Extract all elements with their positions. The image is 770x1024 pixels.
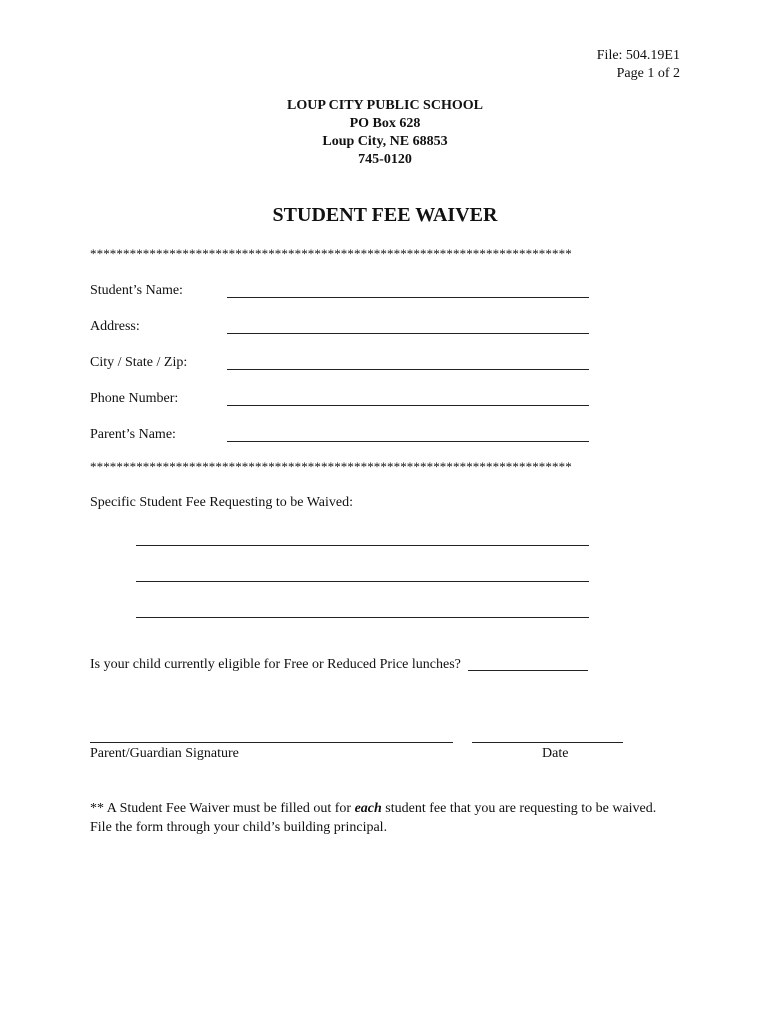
footnote — [90, 799, 675, 837]
footnote-part-2: student fee that you are requesting to be waived. File the form through your child’s building principal. — [90, 801, 657, 835]
fee-waived-label: Specific Student Fee Requesting to be Waived: — [90, 495, 354, 510]
signature-label: Parent/Guardian Signature — [90, 746, 239, 761]
signature-line[interactable] — [90, 742, 453, 743]
fee-line-3[interactable] — [136, 617, 589, 618]
field-label: City / State / Zip: — [90, 355, 188, 370]
field-label: Student’s Name: — [90, 283, 183, 298]
form-title: STUDENT FEE WAIVER — [272, 204, 498, 226]
file-number: File: 504.19E1 — [596, 48, 680, 63]
separator-top: ************************************************************************* — [90, 246, 572, 261]
field-students-name — [90, 283, 590, 303]
school-name: LOUP CITY PUBLIC SCHOOL — [287, 98, 483, 113]
field-parents-name — [90, 427, 590, 447]
school-city: Loup City, NE 68853 — [322, 134, 448, 149]
fee-line-2[interactable] — [136, 581, 589, 582]
field-phone-number — [90, 391, 590, 411]
address-line[interactable] — [227, 333, 589, 334]
parents-name-line[interactable] — [227, 441, 589, 442]
students-name-line[interactable] — [227, 297, 589, 298]
field-label: Address: — [90, 319, 140, 334]
lunch-question-text: Is your child currently eligible for Free or Reduced Price lunches? — [90, 657, 461, 672]
phone-number-line[interactable] — [227, 405, 589, 406]
date-label: Date — [542, 746, 569, 761]
field-city-state-zip — [90, 355, 590, 375]
footnote-part-1: ** A Student Fee Waiver must be filled out for — [90, 801, 355, 816]
field-address — [90, 319, 590, 339]
city-state-zip-line[interactable] — [227, 369, 589, 370]
school-po-box: PO Box 628 — [349, 116, 421, 131]
lunch-answer-line[interactable] — [468, 656, 588, 671]
school-address-block — [0, 97, 770, 169]
field-label: Phone Number: — [90, 391, 179, 406]
footnote-emphasis: each — [354, 801, 382, 816]
field-label: Parent’s Name: — [90, 427, 176, 442]
school-phone: 745-0120 — [358, 152, 412, 167]
separator-bottom: ************************************************************************* — [90, 459, 572, 474]
page-number: Page 1 of 2 — [616, 66, 680, 81]
lunch-question — [90, 656, 588, 673]
fee-line-1[interactable] — [136, 545, 589, 546]
date-line[interactable] — [472, 742, 623, 743]
file-reference — [597, 47, 680, 83]
